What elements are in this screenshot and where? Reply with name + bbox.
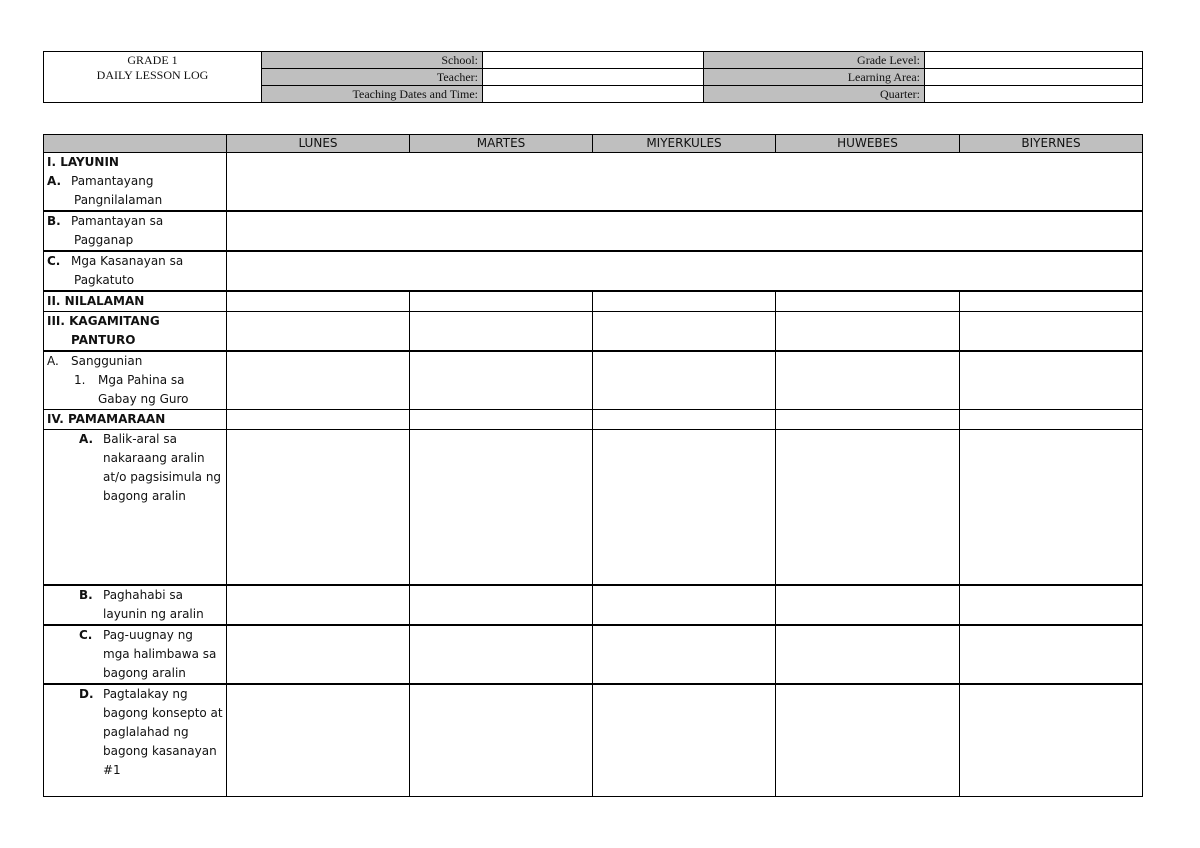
entry-cell[interactable] xyxy=(776,430,960,585)
day-header: HUWEBES xyxy=(776,135,960,153)
grade-level-label: Grade Level: xyxy=(704,52,925,69)
entry-cell[interactable] xyxy=(960,410,1143,430)
row-label-balik-aral: A. Balik-aral sa nakaraang aralin at/o pagsisimula ng bagong aralin xyxy=(44,430,227,585)
log-title xyxy=(44,52,262,103)
teaching-dates-label: Teaching Dates and Time: xyxy=(262,86,483,103)
school-field[interactable] xyxy=(483,52,704,69)
entry-cell[interactable] xyxy=(227,312,410,352)
entry-cell[interactable] xyxy=(227,625,410,684)
table-row xyxy=(44,410,1143,430)
entry-cell[interactable] xyxy=(593,291,776,312)
entry-cell[interactable] xyxy=(410,585,593,625)
entry-cell[interactable] xyxy=(410,312,593,352)
entry-cell[interactable] xyxy=(227,684,410,797)
row-label-pamantayang-pangnilalaman: A. Pamantayang Pangnilalaman xyxy=(47,174,163,207)
teaching-dates-field[interactable] xyxy=(483,86,704,103)
day-header: BIYERNES xyxy=(960,135,1143,153)
table-row xyxy=(44,251,1143,291)
day-header: MARTES xyxy=(410,135,593,153)
table-row xyxy=(44,291,1143,312)
entry-cell[interactable] xyxy=(593,312,776,352)
table-row xyxy=(44,625,1143,684)
table-row xyxy=(44,430,1143,585)
header-table xyxy=(43,51,1143,103)
entry-cell[interactable] xyxy=(960,291,1143,312)
entry-cell[interactable] xyxy=(593,430,776,585)
entry-cell[interactable] xyxy=(227,291,410,312)
entry-cell[interactable] xyxy=(776,625,960,684)
quarter-label: Quarter: xyxy=(704,86,925,103)
entry-cell[interactable] xyxy=(960,625,1143,684)
entry-cell[interactable] xyxy=(776,410,960,430)
row-label-paghahabi: B. Paghahabi sa layunin ng aralin xyxy=(44,585,227,625)
merged-entry-cell[interactable] xyxy=(227,153,1143,212)
school-label: School: xyxy=(262,52,483,69)
title-log: DAILY LESSON LOG xyxy=(96,68,209,82)
day-header-row xyxy=(44,135,1143,153)
entry-cell[interactable] xyxy=(410,625,593,684)
section-heading: I. LAYUNIN xyxy=(47,155,119,169)
entry-cell[interactable] xyxy=(227,585,410,625)
entry-cell[interactable] xyxy=(593,410,776,430)
entry-cell[interactable] xyxy=(776,291,960,312)
lesson-log-table xyxy=(43,134,1143,797)
entry-cell[interactable] xyxy=(776,684,960,797)
entry-cell[interactable] xyxy=(410,430,593,585)
row-label-sanggunian: A. Sanggunian 1. Mga Pahina sa Gabay ng Guro xyxy=(44,351,227,410)
row-label-layunin xyxy=(44,153,227,212)
entry-cell[interactable] xyxy=(776,351,960,410)
quarter-field[interactable] xyxy=(925,86,1143,103)
corner-cell xyxy=(44,135,227,153)
entry-cell[interactable] xyxy=(960,430,1143,585)
teacher-label: Teacher: xyxy=(262,69,483,86)
row-label-mga-kasanayan: C. Mga Kasanayan sa Pagkatuto xyxy=(44,251,227,291)
row-label-nilalaman: II. NILALAMAN xyxy=(44,291,227,312)
entry-cell[interactable] xyxy=(410,684,593,797)
entry-cell[interactable] xyxy=(410,291,593,312)
row-label-pagtalakay: D. Pagtalakay ng bagong konsepto at paglalahad ng bagong kasanayan #1 xyxy=(44,684,227,797)
entry-cell[interactable] xyxy=(593,625,776,684)
grade-level-field[interactable] xyxy=(925,52,1143,69)
table-row xyxy=(44,351,1143,410)
row-label-pamantayan-sa-pagganap: B. Pamantayan sa Pagganap xyxy=(44,211,227,251)
entry-cell[interactable] xyxy=(227,351,410,410)
table-row xyxy=(44,585,1143,625)
row-label-mga-pahina: 1. Mga Pahina sa Gabay ng Guro xyxy=(74,373,189,406)
row-label-pamamaraan: IV. PAMAMARAAN xyxy=(44,410,227,430)
entry-cell[interactable] xyxy=(960,351,1143,410)
merged-entry-cell[interactable] xyxy=(227,211,1143,251)
entry-cell[interactable] xyxy=(593,585,776,625)
entry-cell[interactable] xyxy=(593,351,776,410)
entry-cell[interactable] xyxy=(960,684,1143,797)
table-row xyxy=(44,684,1143,797)
entry-cell[interactable] xyxy=(776,312,960,352)
merged-entry-cell[interactable] xyxy=(227,251,1143,291)
entry-cell[interactable] xyxy=(776,585,960,625)
learning-area-label: Learning Area: xyxy=(704,69,925,86)
day-header: LUNES xyxy=(227,135,410,153)
title-grade: GRADE 1 xyxy=(127,53,178,67)
entry-cell[interactable] xyxy=(960,312,1143,352)
learning-area-field[interactable] xyxy=(925,69,1143,86)
entry-cell[interactable] xyxy=(593,684,776,797)
entry-cell[interactable] xyxy=(227,430,410,585)
table-row xyxy=(44,312,1143,352)
row-label-kagamitang-panturo: III. KAGAMITANG PANTURO xyxy=(44,312,227,352)
entry-cell[interactable] xyxy=(960,585,1143,625)
entry-cell[interactable] xyxy=(410,410,593,430)
row-label-pag-uugnay: C. Pag-uugnay ng mga halimbawa sa bagong aralin xyxy=(44,625,227,684)
entry-cell[interactable] xyxy=(410,351,593,410)
day-header: MIYERKULES xyxy=(593,135,776,153)
table-row xyxy=(44,211,1143,251)
teacher-field[interactable] xyxy=(483,69,704,86)
table-row xyxy=(44,153,1143,212)
entry-cell[interactable] xyxy=(227,410,410,430)
